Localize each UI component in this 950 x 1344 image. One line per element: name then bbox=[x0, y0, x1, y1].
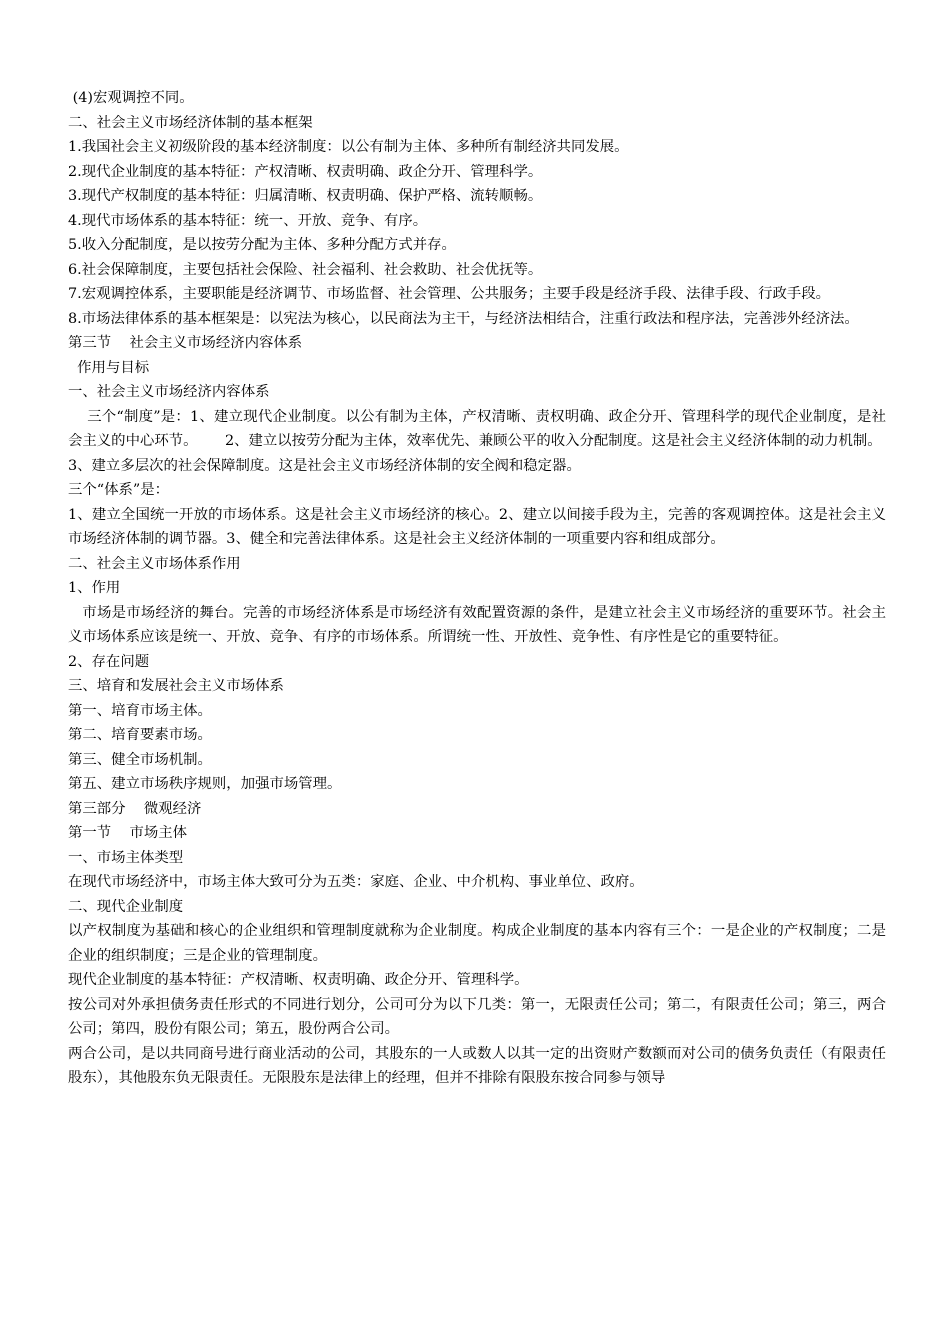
document-page bbox=[68, 86, 886, 1091]
section-heading-third-section: 第三节 社会主义市场经济内容体系 bbox=[68, 335, 303, 351]
paragraph-three-systems: 三个“制度”是：1、建立现代企业制度。以公有制为主体，产权清晰、责权明确、政企分开、管理科学的现代企业制度，是社会主义的中心环节。 2、建立以按劳分配为主体，效率优先、兼顾公平的收入分配制度。这是社会主义经济体制的动力机制。 bbox=[68, 408, 886, 449]
paragraph-subject-types: 在现代市场经济中，市场主体大致可分为五类：家庭、企业、中介机构、事业单位、政府。 bbox=[68, 874, 644, 890]
paragraph-item-7: 7.宏观调控体系，主要职能是经济调节、市场监督、社会管理、公共服务；主要手段是经济手段、法律手段、行政手段。 bbox=[68, 286, 831, 302]
paragraph-market-stage: 市场是市场经济的舞台。完善的市场经济体系是市场经济有效配置资源的条件，是建立社会主义市场经济的重要环节。社会主义市场体系应该是统一、开放、竞争、有序的市场体系。所谓统一性、开放性、竞争性、有序性是它的重要特征。 bbox=[68, 604, 886, 645]
section-heading-market-system-role: 二、社会主义市场体系作用 bbox=[68, 555, 241, 572]
list-item-first: 第一、培育市场主体。 bbox=[68, 702, 212, 719]
paragraph-limited-partnership: 两合公司，是以共同商号进行商业活动的公司，其股东的一人或数人以其一定的出资财产数额而对公司的债务负责任（有限责任股东），其他股东负无限责任。无限股东是法律上的经理，但并不排除有限股东按合同参与领导 bbox=[68, 1045, 886, 1086]
paragraph-item-3: 3.现代产权制度的基本特征：归属清晰、权责明确、保护严格、流转顺畅。 bbox=[68, 188, 543, 204]
list-item-macro-control: (4)宏观调控不同。 bbox=[68, 90, 194, 106]
section-heading-market-subject: 第一节 市场主体 bbox=[68, 825, 188, 841]
paragraph-item-8: 8.市场法律体系的基本框架是：以宪法为核心，以民商法为主干，与经济法相结合，注重行政法和程序法，完善涉外经济法。 bbox=[68, 310, 859, 327]
section-heading-subject-types: 一、市场主体类型 bbox=[68, 849, 184, 866]
paragraph-three-frameworks-label: 三个“体系”是： bbox=[68, 482, 170, 498]
paragraph-item-1: 1.我国社会主义初级阶段的基本经济制度：以公有制为主体、多种所有制经济共同发展。 bbox=[68, 139, 629, 155]
list-item-second: 第二、培育要素市场。 bbox=[68, 727, 212, 743]
subheading-role-and-goal: 作用与目标 bbox=[68, 359, 150, 376]
paragraph-item-2: 2.现代企业制度的基本特征：产权清晰、权责明确、政企分开、管理科学。 bbox=[68, 163, 543, 180]
paragraph-three-frameworks: 1、建立全国统一开放的市场体系。这是社会主义市场经济的核心。2、建立以间接手段为主，完善的客观调控体。这是社会主义市场经济体制的调节器。3、健全和完善法律体系。这是社会主义经济体制的一项重要内容和组成部分。 bbox=[68, 506, 886, 547]
paragraph-company-types: 按公司对外承担债务责任形式的不同进行划分，公司可分为以下几类：第一，无限责任公司；第二，有限责任公司；第三，两合公司；第四，股份有限公司；第五，股份两合公司。 bbox=[68, 996, 886, 1037]
paragraph-enterprise-system: 以产权制度为基础和核心的企业组织和管理制度就称为企业制度。构成企业制度的基本内容有三个：一是企业的产权制度；二是企业的组织制度；三是企业的管理制度。 bbox=[68, 923, 886, 964]
paragraph-social-security: 3、建立多层次的社会保障制度。这是社会主义市场经济体制的安全阀和稳定器。 bbox=[68, 457, 581, 474]
paragraph-item-6: 6.社会保障制度，主要包括社会保险、社会福利、社会救助、社会优抚等。 bbox=[68, 261, 543, 278]
section-heading-cultivate-market: 三、培育和发展社会主义市场体系 bbox=[68, 678, 284, 694]
section-heading-basic-framework: 二、社会主义市场经济体制的基本框架 bbox=[68, 114, 313, 131]
paragraph-enterprise-features: 现代企业制度的基本特征：产权清晰、权责明确、政企分开、管理科学。 bbox=[68, 972, 529, 988]
subheading-role: 1、作用 bbox=[68, 580, 121, 596]
subheading-problems: 2、存在问题 bbox=[68, 653, 150, 670]
list-item-fifth: 第五、建立市场秩序规则，加强市场管理。 bbox=[68, 776, 342, 792]
paragraph-item-5: 5.收入分配制度，是以按劳分配为主体、多种分配方式并存。 bbox=[68, 237, 456, 253]
paragraph-item-4: 4.现代市场体系的基本特征：统一、开放、竞争、有序。 bbox=[68, 212, 428, 229]
section-heading-content-system: 一、社会主义市场经济内容体系 bbox=[68, 384, 270, 400]
part-heading-micro-economy: 第三部分 微观经济 bbox=[68, 800, 202, 817]
list-item-third: 第三、健全市场机制。 bbox=[68, 751, 212, 768]
section-heading-modern-enterprise: 二、现代企业制度 bbox=[68, 898, 184, 915]
